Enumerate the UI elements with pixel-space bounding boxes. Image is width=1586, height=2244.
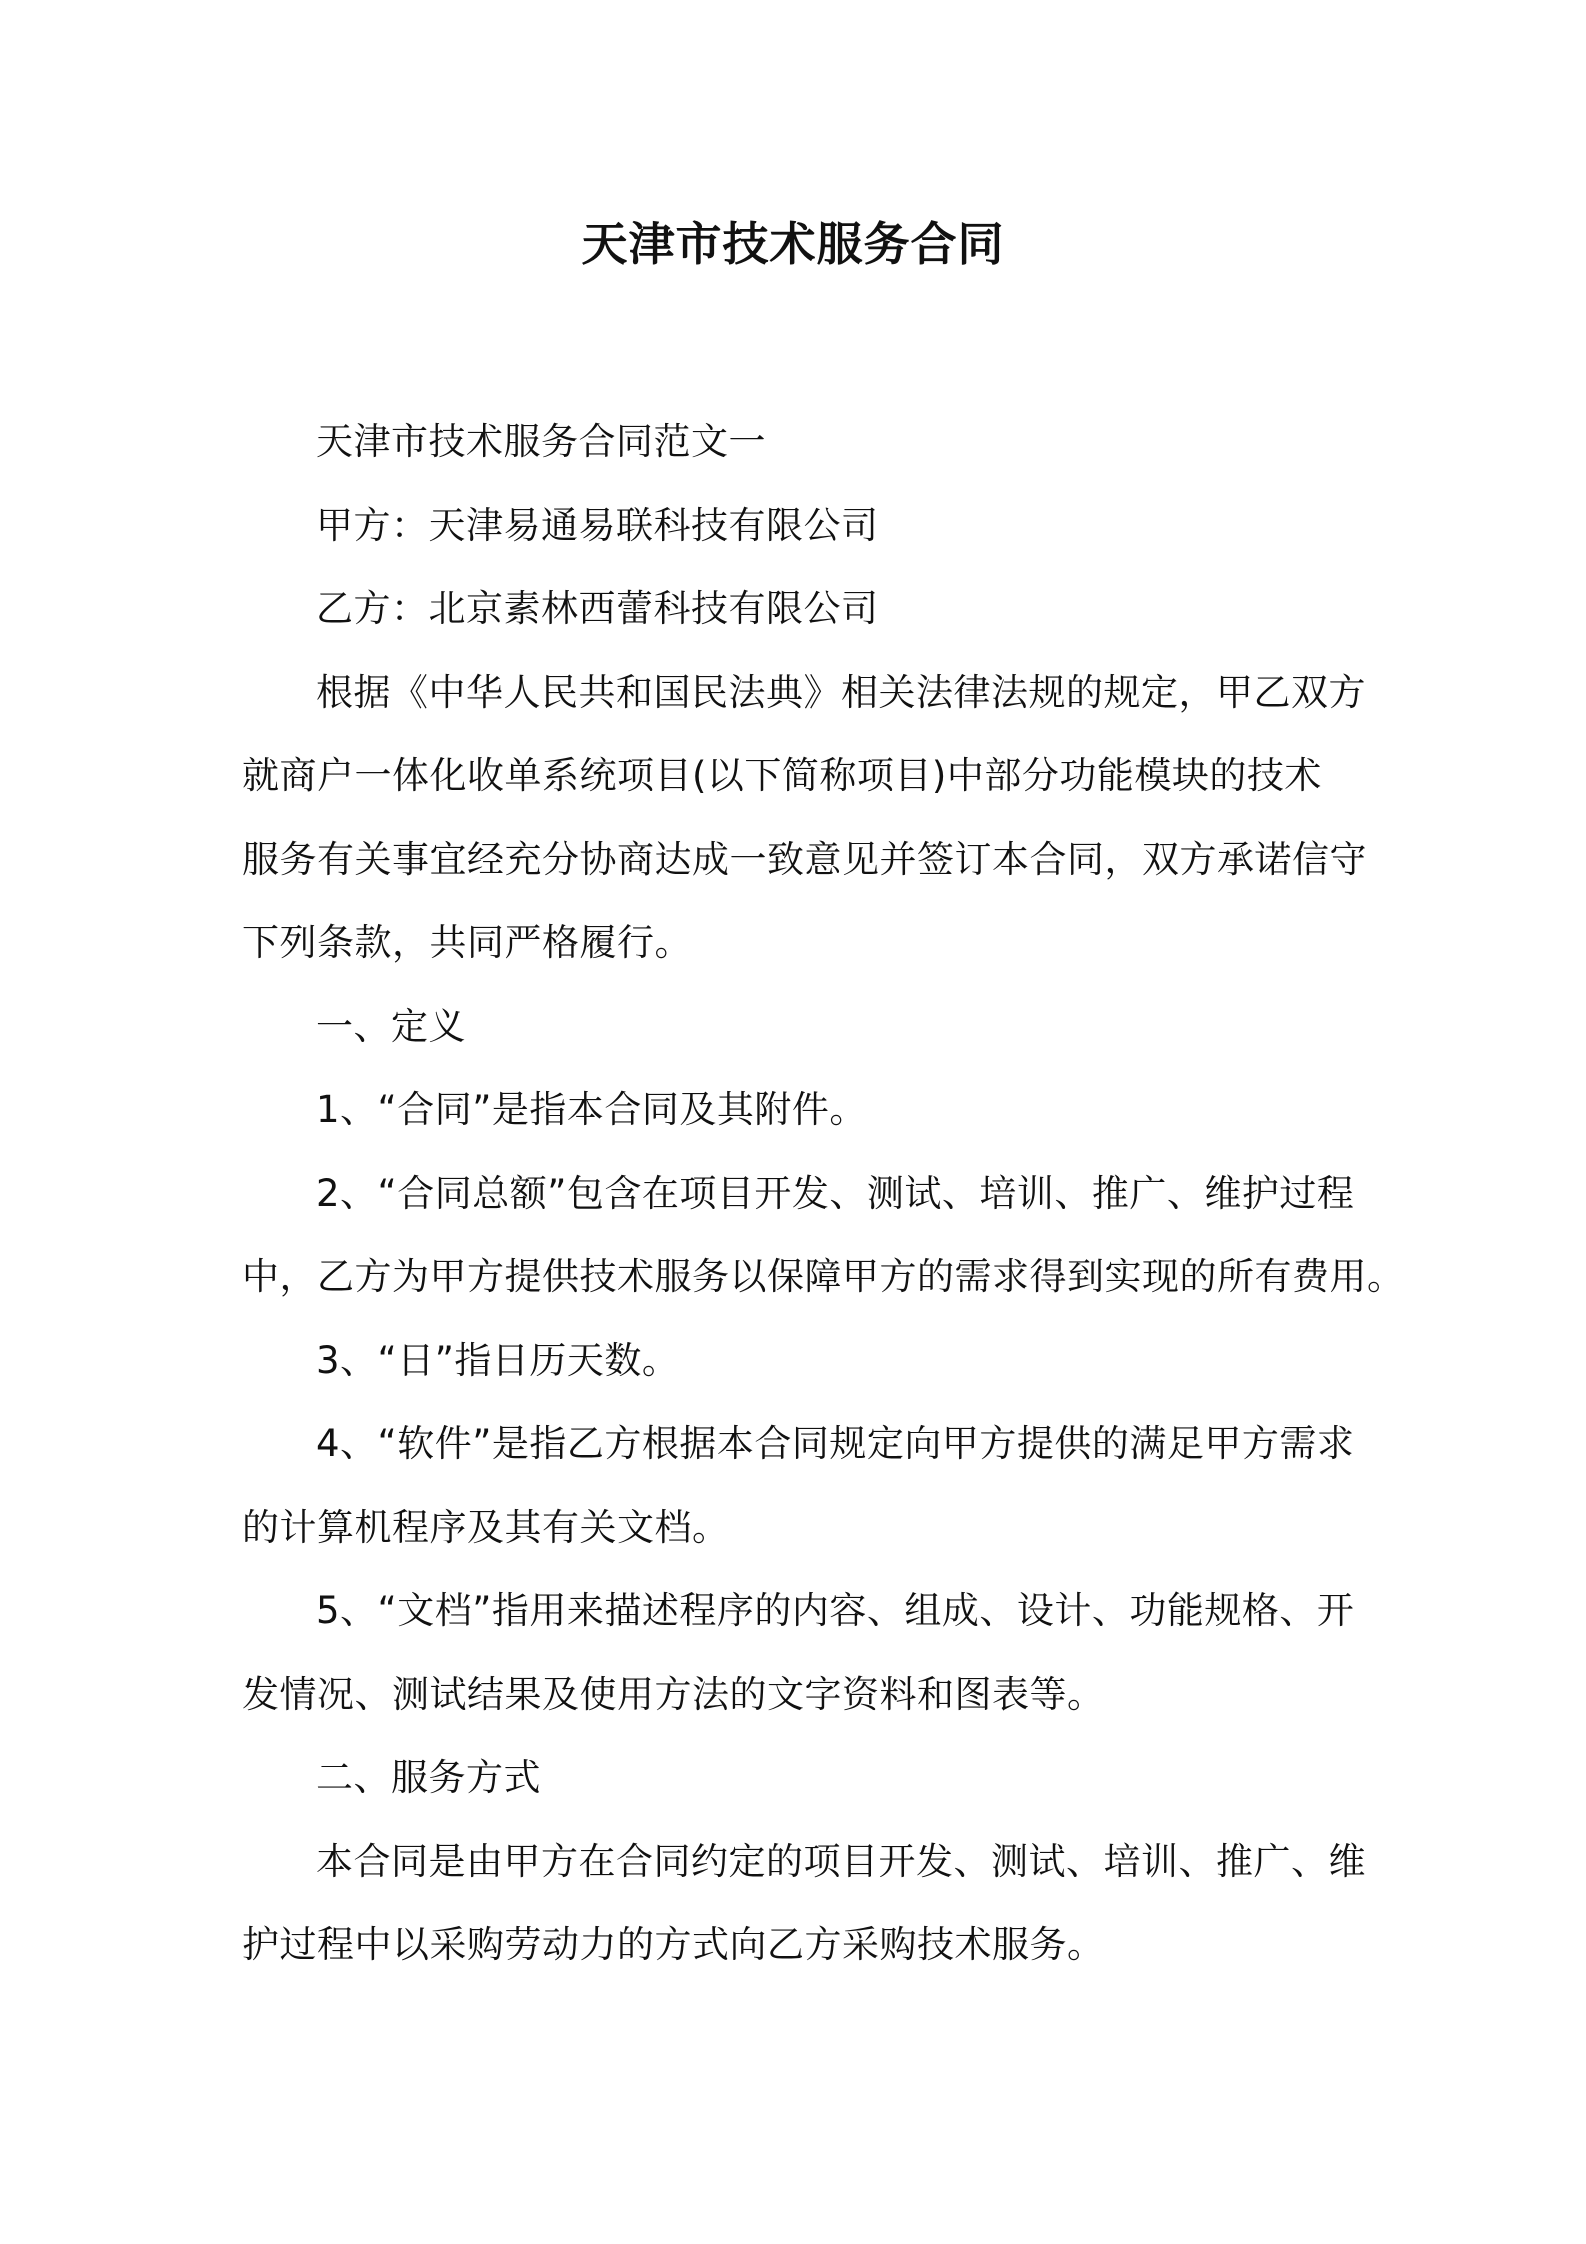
definition-item-2-cont: 中，乙方为甲方提供技术服务以保障甲方的需求得到实现的所有费用。 [242, 1255, 1405, 1298]
paragraph-line: 就商户一体化收单系统项目(以下简称项目)中部分功能模块的技术 [242, 754, 1322, 797]
section-heading-definitions: 一、定义 [316, 1004, 466, 1048]
party-b-line: 乙方：北京素林西蕾科技有限公司 [316, 587, 879, 630]
definition-item-2: 2、“合同总额”包含在项目开发、测试、培训、推广、维护过程 [316, 1171, 1355, 1215]
definition-item-4: 4、“软件”是指乙方根据本合同规定向甲方提供的满足甲方需求 [316, 1422, 1355, 1465]
definition-item-3: 3、“日”指日历天数。 [316, 1338, 680, 1382]
service-paragraph-cont: 护过程中以采购劳动力的方式向乙方采购技术服务。 [242, 1923, 1105, 1966]
party-a-line: 甲方：天津易通易联科技有限公司 [316, 503, 879, 547]
definition-item-1: 1、“合同”是指本合同及其附件。 [316, 1088, 867, 1131]
document-title: 天津市技术服务合同 [581, 217, 1005, 271]
definition-item-5-cont: 发情况、测试结果及使用方法的文字资料和图表等。 [242, 1672, 1105, 1716]
paragraph-line: 下列条款，共同严格履行。 [242, 921, 692, 964]
service-paragraph: 本合同是由甲方在合同约定的项目开发、测试、培训、推广、维 [316, 1839, 1366, 1883]
definition-item-4-cont: 的计算机程序及其有关文档。 [242, 1505, 730, 1549]
subtitle-line: 天津市技术服务合同范文一 [316, 420, 766, 463]
paragraph-line: 服务有关事宜经充分协商达成一致意见并签订本合同，双方承诺信守 [242, 837, 1367, 881]
paragraph-line: 根据《中华人民共和国民法典》相关法律法规的规定，甲乙双方 [316, 670, 1366, 714]
definition-item-5: 5、“文档”指用来描述程序的内容、组成、设计、功能规格、开 [316, 1589, 1355, 1632]
document-body [242, 400, 1405, 1987]
section-heading-service-method: 二、服务方式 [316, 1756, 541, 1799]
